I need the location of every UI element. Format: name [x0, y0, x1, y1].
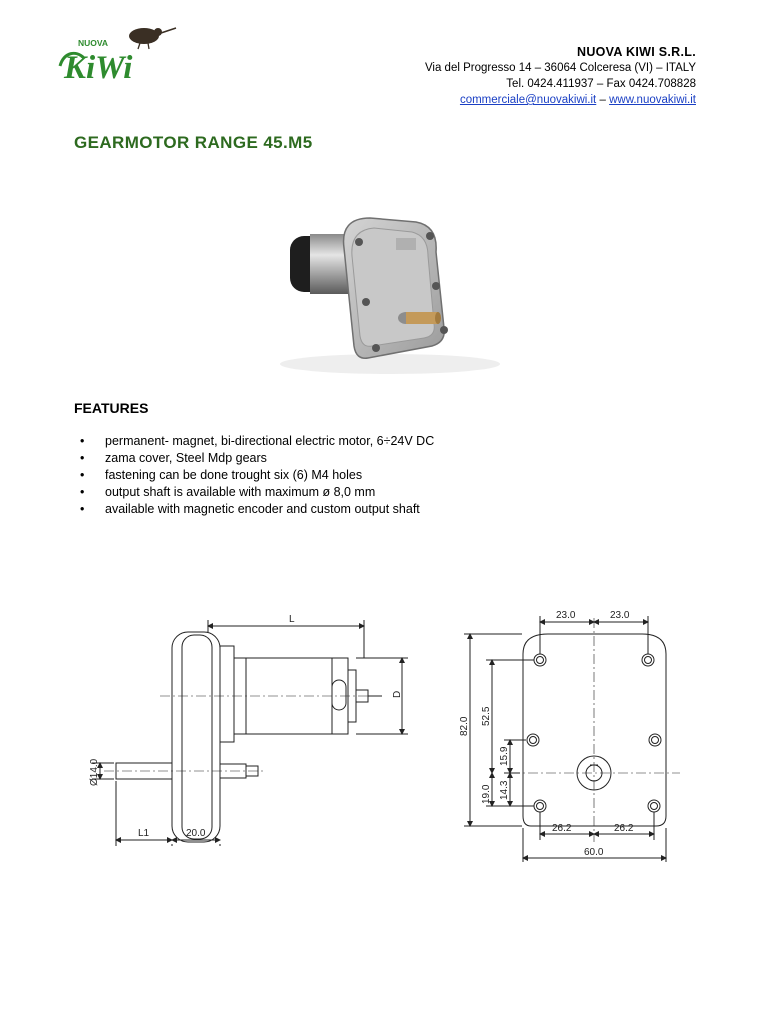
bullet: • [80, 451, 85, 465]
features-heading: FEATURES [74, 400, 149, 416]
link-separator: – [599, 94, 606, 106]
feature-text: output shaft is available with maximum ø 8,0 mm [105, 485, 376, 499]
product-title: GEARMOTOR RANGE 45.M5 [74, 133, 313, 152]
email-link[interactable]: commerciale@nuovakiwi.it [459, 94, 597, 106]
dim-height-label: 82.0 [459, 716, 470, 736]
dim-shaft-length-label: L1 [138, 828, 150, 839]
feature-item [78, 467, 434, 484]
company-info [425, 44, 696, 108]
feature-text: permanent- magnet, bi-directional electric motor, 6÷24V DC [105, 434, 435, 448]
dim-half-width-right-label: 23.0 [610, 610, 630, 621]
dim-low-b-label: 19.0 [481, 784, 492, 804]
feature-text: fastening can be done trought six (6) M4 holes [105, 468, 363, 482]
logo-text: KiWi [64, 50, 133, 86]
kiwi-bird-icon [129, 28, 176, 49]
bullet: • [80, 468, 85, 482]
bullet: • [80, 502, 85, 516]
side-view [92, 620, 408, 846]
dim-diameter-label: D [392, 690, 403, 698]
dim-mid-label: 15.9 [499, 746, 510, 766]
dim-low-a-label: 14.3 [499, 780, 510, 800]
feature-item [78, 450, 434, 467]
website-link[interactable]: www.nuovakiwi.it [609, 94, 696, 106]
gearmotor-photo [248, 178, 528, 382]
company-name: NUOVA KIWI S.R.L. [577, 45, 696, 59]
feature-text: available with magnetic encoder and custom output shaft [105, 502, 420, 516]
features-list [78, 433, 434, 518]
feature-item [78, 501, 434, 518]
dim-shaft-diameter-label: Ø14.0 [89, 758, 100, 786]
feature-text: zama cover, Steel Mdp gears [105, 451, 267, 465]
dim-offset-label: 20.0 [186, 828, 206, 839]
logo-small-text: NUOVA [78, 38, 109, 48]
feature-item [78, 433, 434, 450]
dim-width-label: 60.0 [584, 847, 604, 858]
dim-half-width-left-label: 23.0 [556, 610, 576, 621]
company-phone-fax: Tel. 0424.411937 – Fax 0424.708828 [506, 78, 696, 90]
feature-item [78, 484, 434, 501]
company-address: Via del Progresso 14 – 36064 Colceresa (VI) – ITALY [424, 62, 696, 74]
technical-drawing [0, 590, 768, 870]
dim-length-label: L [289, 614, 295, 625]
dim-upper-label: 52.5 [481, 706, 492, 726]
bullet: • [80, 434, 85, 448]
company-links [425, 92, 696, 108]
dim-hole-left-label: 26.2 [552, 823, 572, 834]
nuova-kiwi-logo [48, 22, 182, 94]
dim-hole-right-label: 26.2 [614, 823, 634, 834]
bullet: • [80, 485, 85, 499]
front-view [464, 616, 680, 862]
